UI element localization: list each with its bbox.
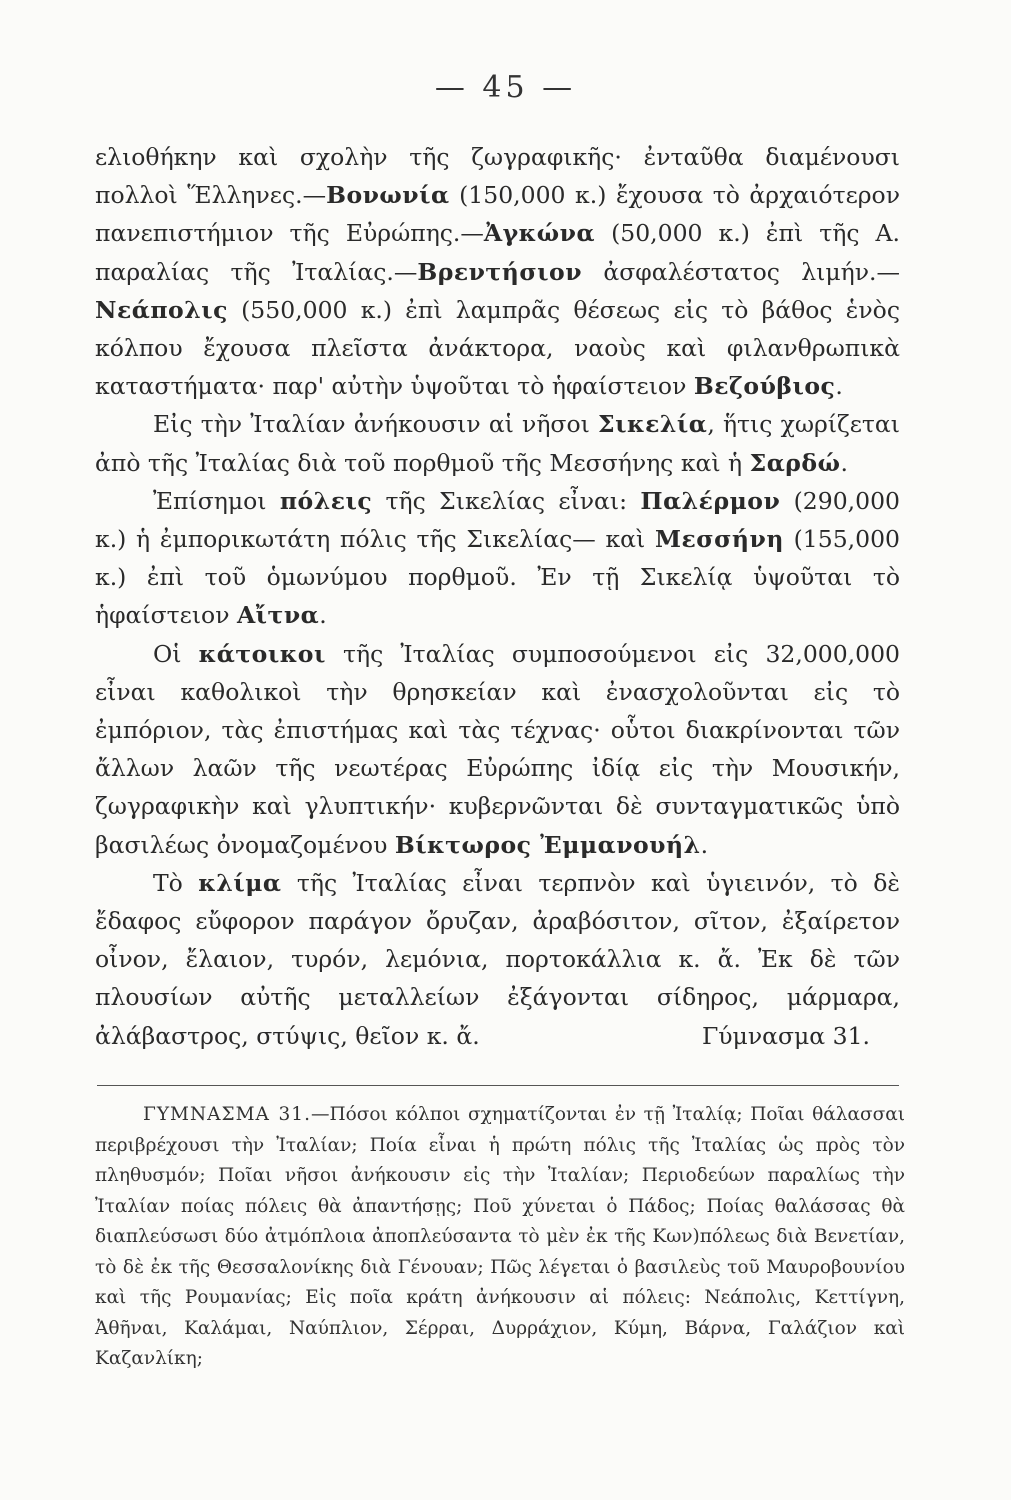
- place-name: Ἀγκώνα: [483, 219, 596, 248]
- place-name: Παλέρμον: [640, 486, 781, 515]
- paragraph: [95, 482, 900, 635]
- exercise-section: [95, 1100, 905, 1375]
- text-run: τῆς Σικελίας εἶναι:: [372, 486, 641, 515]
- text-run: .: [700, 830, 709, 859]
- place-name: Σικελία: [598, 410, 708, 439]
- text-run: .: [840, 448, 848, 477]
- exercise-reference: Γύμνασμα 31.: [701, 1021, 870, 1050]
- text-run: Οἱ: [153, 639, 199, 668]
- exercise-text: —Πόσοι κόλποι σχηματίζονται ἐν τῇ Ἰταλίᾳ; Ποῖαι θάλασσαι περιβρέχουσι τὴν Ἰταλίαν; Ποία εἶναι ἡ πρώτη πόλις τῆς Ἰταλίας ὡς πρὸς τὸν πληθυσμόν; Ποῖαι νῆσοι ἀνήκουσιν εἰς τὴν Ἰταλίαν; Περιοδεύων παραλίως τὴν Ἰταλίαν ποίας πόλεις θὰ ἀπαντήσῃς; Ποῦ χύνεται ὁ Πάδος; Ποίας θαλάσσας θὰ διαπλεύσωσι δύο ἀτμόπλοια ἀποπλεύσαντα τὸ μὲν ἐκ τῆς Κων)πόλεως διὰ Βενετίαν, τὸ δὲ ἐκ τῆς Θεσσαλονίκης διὰ Γένουαν; Πῶς λέγεται ὁ βασιλεὺς τοῦ Μαυροβουνίου καὶ τῆς Ρουμανίας; Εἰς ποῖα κράτη ἀνήκουσιν αἱ πόλεις: Νεάπολις, Κεττίγνη, Ἀθῆναι, Καλάμαι, Ναύπλιον, Σέρραι, Δυρράχιον, Κύμη, Βάρνα, Γαλάζιον καὶ Καζανλίκη;: [95, 1104, 905, 1369]
- text-run: ἀσφαλέστατος λιμήν.—: [582, 257, 900, 286]
- place-name: Σαρδώ: [749, 448, 841, 477]
- exercise-paragraph: [95, 1100, 905, 1375]
- place-name: Αἴτνα: [236, 601, 320, 630]
- keyword: κλίμα: [198, 868, 282, 897]
- place-name: Βονωνία: [326, 181, 450, 210]
- place-name: Νεάπολις: [95, 295, 228, 324]
- text-run: , ἥτις χωρίζεται ἀπὸ τῆς Ἰταλίας διὰ τοῦ πορθμοῦ τῆς Μεσσήνης καὶ ἡ: [95, 410, 901, 477]
- keyword: κάτοικοι: [198, 639, 326, 668]
- text-run: τῆς Ἰταλίας εἶναι τερπνὸν καὶ ὑγιεινόν, τὸ δὲ ἔδαφος εὔφορον παράγον ὄρυζαν, ἀραβόσιτον, σῖτον, ἐξαίρετον οἶνον, ἔλαιον, τυρόν, λεμόνια, πορτοκάλλια κ. ἄ. Ἐκ δὲ τῶν πλουσίων αὐτῆς μεταλλείων ἐξάγονται σίδηρος, μάρμαρα, ἀλάβαστρος, στύψις, θεῖον κ. ἄ.: [95, 868, 900, 1050]
- text-run: ελιοθήκην καὶ σχολὴν τῆς ζωγραφικῆς· ἐνταῦθα διαμένουσι πολλοὶ Ἕλληνες.—: [95, 143, 900, 210]
- text-run: (155,000 κ.) ἐπὶ τοῦ ὁμωνύμου πορθμοῦ. Ἐν τῇ Σικελίᾳ ὑψοῦται τὸ ἡφαίστειον: [95, 525, 900, 630]
- person-name: Βίκτωρος Ἐμμανουήλ: [394, 830, 701, 859]
- text-run: (150,000 κ.) ἔχουσα τὸ ἀρχαιότερον πανεπιστήμιον τῆς Εὐρώπης.—: [95, 181, 900, 248]
- text-run: Τὸ: [153, 868, 199, 897]
- page-number: — 45 —: [434, 70, 577, 105]
- keyword: πόλεις: [279, 486, 373, 515]
- text-run: (50,000 κ.) ἐπὶ τῆς Α. παραλίας τῆς Ἰταλίας.—: [95, 219, 900, 286]
- place-name: Βρεντήσιον: [417, 257, 583, 286]
- place-name: Βεζούβιος: [693, 372, 836, 401]
- text-run: Εἰς τὴν Ἰταλίαν ἀνήκουσιν αἱ νῆσοι: [153, 410, 598, 439]
- exercise-heading: ΓΥΜΝΑΣΜΑ 31.: [143, 1104, 311, 1125]
- text-run: .: [835, 372, 843, 401]
- paragraph: [95, 138, 900, 405]
- text-run: (290,000 κ.) ἡ ἐμπορικωτάτη πόλις τῆς Σικελίας— καὶ: [95, 486, 900, 554]
- text-run: Ἐπίσημοι: [153, 486, 280, 515]
- text-run: τῆς Ἰταλίας συμποσούμενοι εἰς 32,000,000 εἶναι καθολικοὶ τὴν θρησκείαν καὶ ἐνασχολοῦνται εἰς τὸ ἐμπόριον, τὰς ἐπιστήμας καὶ τὰς τέχνας· οὗτοι διακρίνονται τῶν ἄλλων λαῶν τῆς νεωτέρας Εὐρώπης ἰδίᾳ εἰς τὴν Μουσικήν, ζωγραφικὴν καὶ γλυπτικήν· κυβερνῶνται δὲ συνταγματικῶς ὑπὸ βασιλέως ὀνομαζομένου: [95, 639, 900, 859]
- divider: [97, 1085, 899, 1086]
- main-text: [95, 138, 900, 1055]
- place-name: Μεσσήνη: [654, 525, 784, 554]
- paragraph: [95, 635, 900, 864]
- text-run: (550,000 κ.) ἐπὶ λαμπρᾶς θέσεως εἰς τὸ βάθος ἑνὸς κόλπου ἔχουσα πλεῖστα ἀνάκτορα, ναοὺς καὶ φιλανθρωπικὰ καταστήματα· παρ' αὐτὴν ὑψοῦται τὸ ἡφαίστειον: [95, 295, 900, 401]
- text-run: .: [319, 601, 327, 630]
- paragraph: [95, 405, 900, 481]
